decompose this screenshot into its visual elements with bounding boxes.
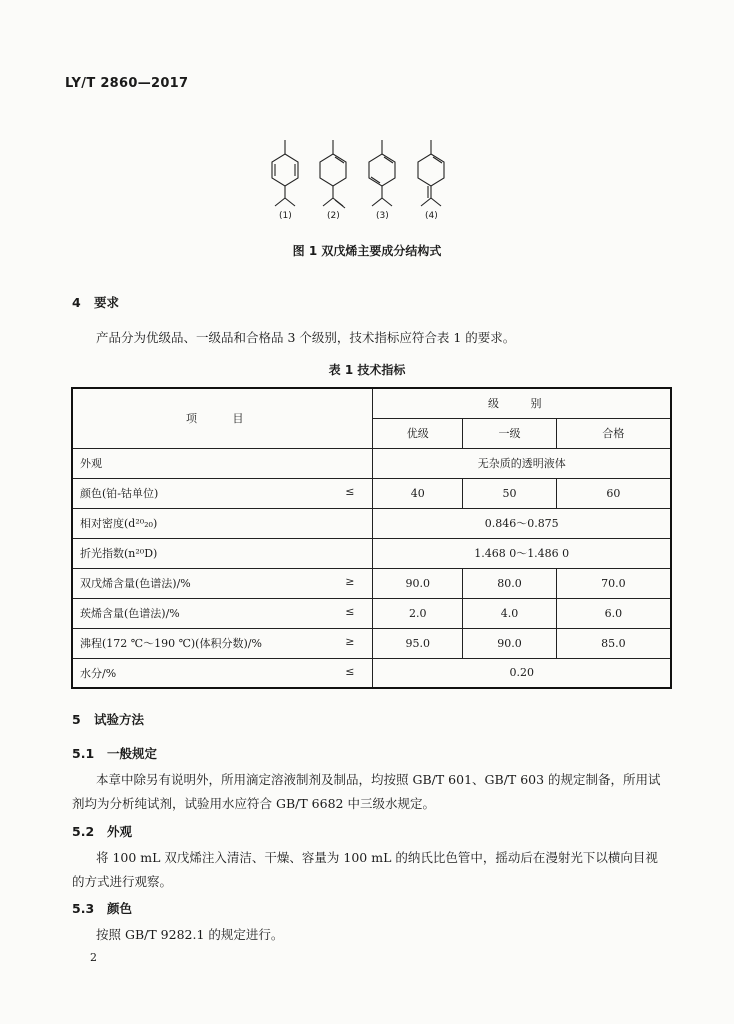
row-comparator: ≥ xyxy=(345,575,355,588)
standard-code: LY/T 2860—2017 xyxy=(65,76,189,91)
section-4-heading xyxy=(72,293,119,311)
row-item: 外观 xyxy=(80,457,102,470)
section-4-title: 要求 xyxy=(94,295,120,310)
row-value: 2.0 xyxy=(373,598,463,628)
grade-first: 一级 xyxy=(463,418,557,448)
row-item: 相对密度(d²⁰₂₀) xyxy=(80,517,158,530)
section-5-2-paragraph xyxy=(72,846,662,894)
technical-spec-table xyxy=(71,387,672,689)
section-5-number: 5 xyxy=(72,712,81,727)
header-item: 项 目 xyxy=(72,388,373,448)
row-comparator: ≥ xyxy=(345,635,355,648)
row-merged-value: 1.468 0～1.486 0 xyxy=(373,538,671,568)
section-5-3-heading xyxy=(72,899,132,917)
section-5-3-title: 颜色 xyxy=(107,901,133,916)
table-row xyxy=(72,628,671,658)
table-row xyxy=(72,448,671,478)
row-value: 6.0 xyxy=(556,598,671,628)
table-caption: 表 1 技术指标 xyxy=(328,363,406,377)
table-row xyxy=(72,658,671,688)
section-5-1-number: 5.1 xyxy=(72,746,95,761)
table-row xyxy=(72,538,671,568)
row-item: 折光指数(n²⁰D) xyxy=(80,547,158,560)
page-number: 2 xyxy=(90,951,97,964)
row-item: 沸程(172 ℃～190 ℃)(体积分数)/% xyxy=(80,637,262,650)
molecule-4-structure xyxy=(418,140,444,206)
row-value: 40 xyxy=(373,478,463,508)
section-5-2-title: 外观 xyxy=(107,824,133,839)
section-5-heading xyxy=(72,710,144,728)
row-merged-value: 0.846～0.875 xyxy=(373,508,671,538)
section-4-number: 4 xyxy=(72,295,81,310)
molecule-label-3: (3) xyxy=(376,211,389,221)
row-value: 70.0 xyxy=(556,568,671,598)
section-5-1-paragraph xyxy=(72,768,662,816)
section-5-3-text: 按照 GB/T 9282.1 的规定进行。 xyxy=(96,927,284,942)
figure-caption: 图 1 双戊烯主要成分结构式 xyxy=(292,244,442,258)
row-item: 水分/% xyxy=(80,666,117,680)
table-row xyxy=(72,568,671,598)
row-merged-value: 无杂质的透明液体 xyxy=(373,448,671,478)
molecule-label-2: (2) xyxy=(327,211,340,221)
section-5-title: 试验方法 xyxy=(94,712,145,727)
table-header-row xyxy=(72,388,671,418)
molecule-label-4: (4) xyxy=(425,211,438,221)
row-value: 90.0 xyxy=(463,628,557,658)
row-comparator: ≤ xyxy=(345,605,355,618)
molecule-1-structure xyxy=(272,140,298,206)
section-5-1-heading xyxy=(72,744,157,762)
row-value: 85.0 xyxy=(556,628,671,658)
header-grade: 级 别 xyxy=(373,388,671,418)
row-comparator: ≤ xyxy=(345,485,355,498)
grade-qualified: 合格 xyxy=(556,418,671,448)
table-row xyxy=(72,598,671,628)
section-5-2-heading xyxy=(72,822,132,840)
table-row xyxy=(72,508,671,538)
grade-premium: 优级 xyxy=(373,418,463,448)
row-value: 60 xyxy=(556,478,671,508)
row-value: 4.0 xyxy=(463,598,557,628)
section-4-text: 产品分为优级品、一级品和合格品 3 个级别，技术指标应符合表 1 的要求。 xyxy=(96,330,516,345)
row-item: 莰烯含量(色谱法)/% xyxy=(80,607,180,620)
section-4-paragraph xyxy=(72,326,662,350)
molecule-2-structure xyxy=(320,140,346,208)
row-merged-value: 0.20 xyxy=(373,658,671,688)
table-row xyxy=(72,478,671,508)
row-value: 50 xyxy=(463,478,557,508)
molecule-3-structure xyxy=(369,140,395,206)
molecule-label-1: (1) xyxy=(279,211,292,221)
section-5-3-number: 5.3 xyxy=(72,901,95,916)
row-value: 80.0 xyxy=(463,568,557,598)
row-comparator: ≤ xyxy=(345,664,355,678)
row-item: 双戊烯含量(色谱法)/% xyxy=(80,577,191,590)
row-item: 颜色(铂-钴单位) xyxy=(80,487,159,500)
section-5-1-text: 本章中除另有说明外，所用滴定溶液制剂及制品，均按照 GB/T 601、GB/T 603 的规定制备，所用试剂均为分析纯试剂，试验用水应符合 GB/T 6682 中三级水规定。 xyxy=(72,772,661,811)
section-5-2-text: 将 100 mL 双戊烯注入清洁、干燥、容量为 100 mL 的纳氏比色管中，摇动后在漫射光下以横向目视的方式进行观察。 xyxy=(72,850,658,889)
section-5-1-title: 一般规定 xyxy=(107,746,158,761)
section-5-3-paragraph xyxy=(72,923,662,947)
row-value: 90.0 xyxy=(373,568,463,598)
row-value: 95.0 xyxy=(373,628,463,658)
section-5-2-number: 5.2 xyxy=(72,824,95,839)
